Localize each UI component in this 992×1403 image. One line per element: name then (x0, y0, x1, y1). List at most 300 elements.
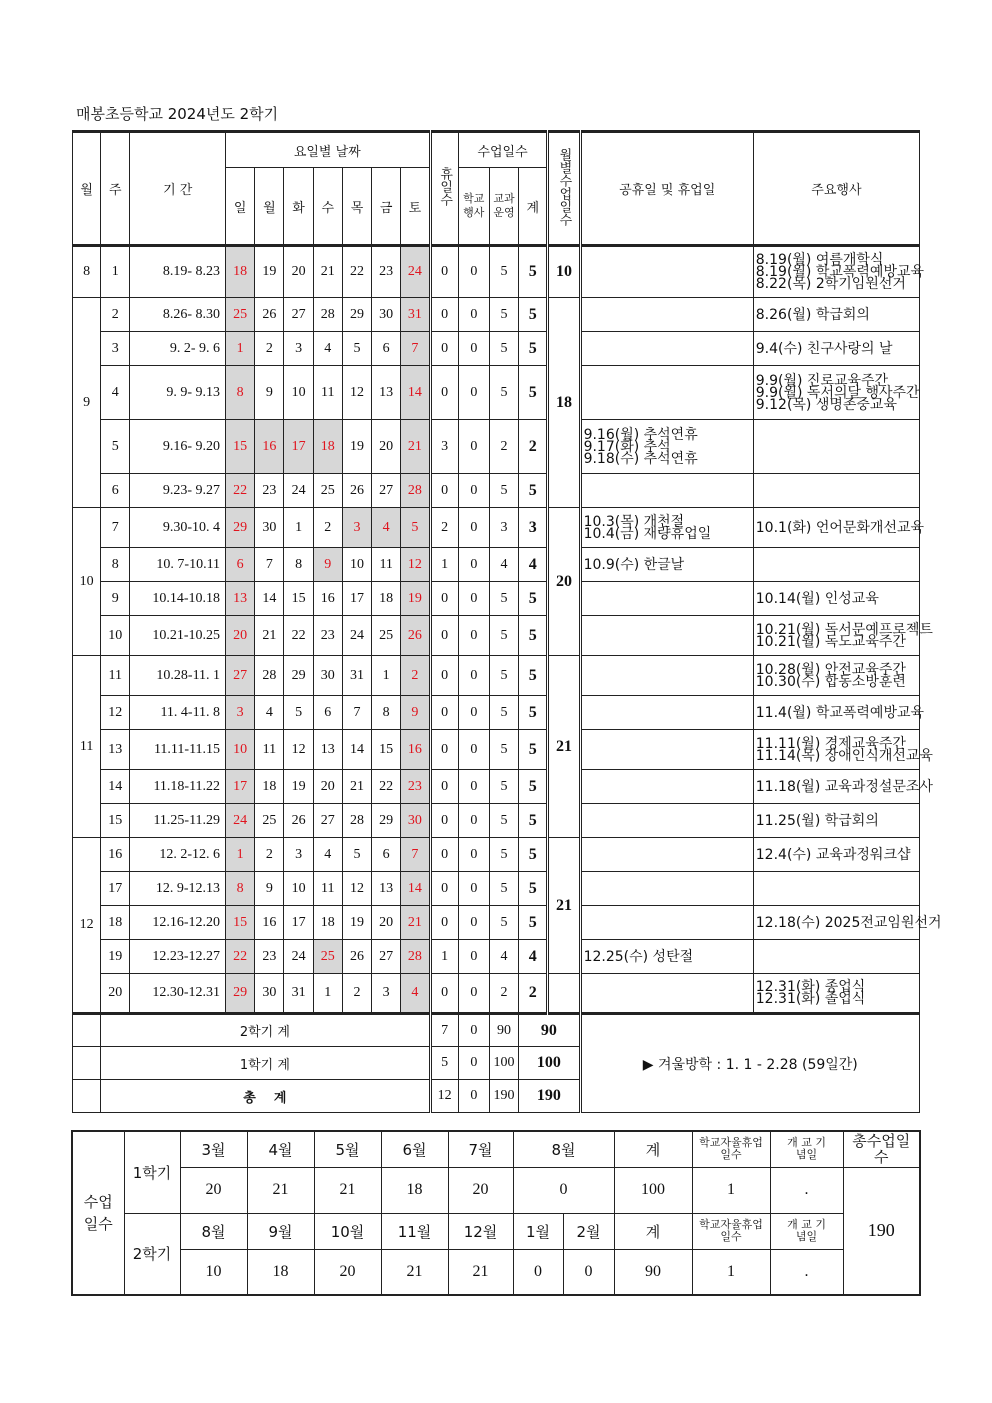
event-cell (753, 696, 925, 730)
date-cell: 13 (372, 366, 401, 420)
month-header: 2월 (563, 1213, 614, 1249)
total-school-event: 0 (458, 1080, 489, 1113)
date-cell: 11 (372, 548, 401, 582)
week-number: 13 (101, 730, 130, 770)
total-class-days: 90 (519, 1014, 580, 1047)
event-cell (753, 616, 933, 656)
holiday-count: 0 (430, 474, 458, 508)
date-cell: 26 (401, 616, 430, 656)
total-holidays: 5 (430, 1047, 458, 1080)
week-number: 7 (101, 508, 130, 548)
holiday-count: 1 (430, 548, 458, 582)
date-cell: 30 (372, 298, 401, 332)
date-cell: 29 (284, 656, 313, 696)
anniversary-value: . (770, 1167, 843, 1213)
date-cell: 14 (401, 366, 430, 420)
event-item: 9.9(월) 진로교육주간 (755, 372, 889, 389)
holiday-cell (580, 804, 753, 838)
curriculum-count: 5 (489, 770, 518, 804)
event-item: 10.21(월) 독도교육주간 (755, 633, 906, 650)
date-cell: 14 (255, 582, 284, 616)
holiday-cell (580, 906, 753, 940)
date-cell: 16 (255, 420, 284, 474)
semester-total-label: 계 (614, 1131, 692, 1167)
date-cell: 30 (255, 974, 284, 1014)
date-cell: 9 (313, 548, 342, 582)
week-row (73, 656, 920, 696)
class-day-total: 5 (519, 804, 548, 838)
date-cell: 31 (342, 656, 371, 696)
week-number: 10 (101, 616, 130, 656)
date-cell: 11 (313, 366, 342, 420)
header-day-3: 수 (313, 168, 342, 246)
event-item: 10.28(월) 안전교육주간 (755, 661, 906, 678)
date-cell: 9 (401, 696, 430, 730)
holiday-item: 12.25(수) 성탄절 (583, 948, 694, 965)
week-row (73, 696, 920, 730)
date-cell: 28 (255, 656, 284, 696)
event-cell (753, 804, 919, 838)
header-holidays-text: 휴일수 (437, 167, 453, 206)
date-cell: 27 (313, 804, 342, 838)
holiday-item: 9.18(수) 추석연휴 (583, 450, 698, 467)
holiday-count: 0 (430, 298, 458, 332)
date-cell: 28 (401, 940, 430, 974)
date-cell: 17 (284, 906, 313, 940)
curriculum-count: 5 (489, 616, 518, 656)
curriculum-count: 5 (489, 906, 518, 940)
date-cell: 21 (401, 420, 430, 474)
date-cell: 29 (226, 974, 255, 1014)
school-event-count: 0 (458, 696, 489, 730)
date-cell: 16 (255, 906, 284, 940)
event-item: 8.19(월) 학교폭력예방교육 (755, 264, 925, 280)
date-cell: 26 (342, 474, 371, 508)
total-blank (73, 1014, 101, 1047)
date-cell: 13 (372, 872, 401, 906)
class-day-total: 5 (519, 332, 548, 366)
month-cell: 12 (73, 838, 101, 1014)
date-cell: 23 (401, 770, 430, 804)
month-header: 9월 (247, 1213, 314, 1249)
date-cell: 25 (313, 474, 342, 508)
event-cell (753, 582, 919, 616)
date-cell: 9 (255, 366, 284, 420)
school-event-count: 0 (458, 804, 489, 838)
date-cell: 6 (313, 696, 342, 730)
school-event-count: 0 (458, 420, 489, 474)
total-label: 1학기 계 (101, 1047, 430, 1080)
auto-closure-label: 학교자율휴업일수 (692, 1213, 770, 1249)
date-cell: 20 (372, 420, 401, 474)
date-cell: 10 (342, 548, 371, 582)
week-period: 10.14-10.18 (130, 582, 226, 616)
date-cell: 27 (226, 656, 255, 696)
school-event-count: 0 (458, 332, 489, 366)
event-item: 12.18(수) 2025전교임원선거 (755, 914, 942, 931)
month-value: 21 (381, 1249, 448, 1295)
class-day-total: 5 (519, 838, 548, 872)
month-value: 21 (448, 1249, 513, 1295)
holiday-cell (580, 246, 753, 298)
school-event-count: 0 (458, 298, 489, 332)
date-cell: 22 (226, 474, 255, 508)
date-cell: 5 (342, 838, 371, 872)
month-header: 8월 (513, 1131, 614, 1167)
holiday-count: 0 (430, 366, 458, 420)
holiday-cell (580, 548, 753, 582)
date-cell: 1 (313, 974, 342, 1014)
class-day-total: 5 (519, 298, 548, 332)
date-cell: 7 (255, 548, 284, 582)
month-header: 6월 (381, 1131, 448, 1167)
event-item: 12.31(화) 졸업식 (755, 991, 866, 1007)
holiday-item: 9.16(월) 추석연휴 (583, 426, 698, 443)
holiday-count: 0 (430, 838, 458, 872)
week-number: 5 (101, 420, 130, 474)
header-main-events: 주요행사 (753, 132, 919, 246)
header-total: 계 (519, 168, 548, 246)
header-monthly-days-text: 월별수업일수 (556, 147, 572, 226)
curriculum-count: 2 (489, 974, 518, 1014)
week-period: 9.30-10. 4 (130, 508, 226, 548)
holiday-cell (580, 838, 753, 872)
date-cell: 15 (284, 582, 313, 616)
date-cell: 14 (401, 872, 430, 906)
semester-total: 100 (614, 1167, 692, 1213)
week-row (73, 508, 920, 548)
total-row (73, 1014, 920, 1047)
class-day-total: 5 (519, 366, 548, 420)
week-period: 12. 2-12. 6 (130, 838, 226, 872)
event-item: 10.30(수) 합동소방훈련 (755, 673, 906, 690)
date-cell: 29 (342, 298, 371, 332)
week-period: 12.23-12.27 (130, 940, 226, 974)
header-class-days: 수업일수 (458, 132, 548, 168)
curriculum-count: 5 (489, 474, 518, 508)
date-cell: 3 (342, 508, 371, 548)
page-title: 매봉초등학교 2024년도 2학기 (76, 105, 279, 123)
holiday-count: 0 (430, 804, 458, 838)
event-cell (753, 366, 919, 420)
holiday-cell (580, 298, 753, 332)
holiday-count: 2 (430, 508, 458, 548)
date-cell: 24 (342, 616, 371, 656)
event-cell (753, 246, 925, 298)
date-cell: 26 (255, 298, 284, 332)
total-blank (73, 1080, 101, 1113)
school-event-count: 0 (458, 730, 489, 770)
week-number: 14 (101, 770, 130, 804)
month-value: 20 (448, 1167, 513, 1213)
holiday-cell (580, 770, 753, 804)
auto-closure-label: 학교자율휴업일수 (692, 1131, 770, 1167)
event-cell (753, 974, 919, 1014)
week-row (73, 366, 920, 420)
date-cell: 22 (372, 770, 401, 804)
date-cell: 6 (372, 332, 401, 366)
date-cell: 20 (313, 770, 342, 804)
event-cell (753, 420, 919, 474)
date-cell: 29 (226, 508, 255, 548)
total-holidays: 12 (430, 1080, 458, 1113)
total-class-days: 190 (519, 1080, 580, 1113)
date-cell: 24 (284, 940, 313, 974)
date-cell: 22 (226, 940, 255, 974)
holiday-cell (580, 730, 753, 770)
header-day-1: 월 (255, 168, 284, 246)
curriculum-count: 2 (489, 420, 518, 474)
header-day-6: 토 (401, 168, 430, 246)
event-cell (753, 474, 919, 508)
date-cell: 4 (313, 838, 342, 872)
month-value: 18 (247, 1249, 314, 1295)
date-cell: 3 (226, 696, 255, 730)
summary-label-text: 수업일수 (83, 1193, 113, 1233)
school-event-count: 0 (458, 974, 489, 1014)
week-row (73, 940, 920, 974)
anniversary-label: 개 교 기념일 (770, 1213, 843, 1249)
week-number: 8 (101, 548, 130, 582)
week-period: 10.21-10.25 (130, 616, 226, 656)
date-cell: 20 (372, 906, 401, 940)
curriculum-count: 3 (489, 508, 518, 548)
month-value: 21 (247, 1167, 314, 1213)
week-period: 8.26- 8.30 (130, 298, 226, 332)
date-cell: 17 (284, 420, 313, 474)
date-cell: 24 (284, 474, 313, 508)
date-cell: 14 (342, 730, 371, 770)
date-cell: 25 (255, 804, 284, 838)
week-number: 1 (101, 246, 130, 298)
date-cell: 13 (313, 730, 342, 770)
date-cell: 24 (226, 804, 255, 838)
school-event-count: 0 (458, 940, 489, 974)
date-cell: 26 (342, 940, 371, 974)
class-day-total: 5 (519, 770, 548, 804)
total-curriculum: 100 (489, 1047, 518, 1080)
holiday-item: 10.9(수) 한글날 (583, 556, 685, 573)
curriculum-count: 5 (489, 366, 518, 420)
date-cell: 10 (284, 872, 313, 906)
event-cell (753, 298, 919, 332)
date-cell: 22 (342, 246, 371, 298)
monthly-total (548, 974, 580, 1014)
header-day-4: 목 (342, 168, 371, 246)
event-item: 10.14(월) 인성교육 (755, 590, 879, 607)
class-day-total: 5 (519, 616, 548, 656)
date-cell: 2 (401, 656, 430, 696)
date-cell: 5 (342, 332, 371, 366)
curriculum-count: 5 (489, 872, 518, 906)
anniversary-label: 개 교 기념일 (770, 1131, 843, 1167)
event-item: 10.21(월) 독서문예프로젝트 (755, 621, 933, 638)
date-cell: 18 (313, 906, 342, 940)
date-cell: 30 (255, 508, 284, 548)
date-cell: 1 (226, 332, 255, 366)
date-cell: 8 (284, 548, 313, 582)
holiday-cell (580, 366, 753, 420)
date-cell: 25 (226, 298, 255, 332)
month-value: 10 (180, 1249, 247, 1295)
week-row (73, 246, 920, 298)
class-day-total: 5 (519, 872, 548, 906)
date-cell: 26 (284, 804, 313, 838)
week-row (73, 420, 920, 474)
date-cell: 8 (372, 696, 401, 730)
holiday-cell (580, 616, 753, 656)
date-cell: 18 (255, 770, 284, 804)
event-item: 9.9(월) 독서의달 행사주간 (755, 384, 920, 401)
holiday-cell (580, 974, 753, 1014)
date-cell: 22 (284, 616, 313, 656)
school-event-count: 0 (458, 872, 489, 906)
week-row (73, 616, 920, 656)
week-row (73, 332, 920, 366)
date-cell: 10 (226, 730, 255, 770)
month-header: 7월 (448, 1131, 513, 1167)
event-item: 10.1(화) 언어문화개선교육 (755, 519, 925, 536)
date-cell: 21 (342, 770, 371, 804)
header-public-holidays: 공휴일 및 휴업일 (580, 132, 753, 246)
week-number: 16 (101, 838, 130, 872)
date-cell: 24 (401, 246, 430, 298)
holiday-cell (580, 582, 753, 616)
date-cell: 18 (226, 246, 255, 298)
class-day-total: 5 (519, 656, 548, 696)
total-curriculum: 90 (489, 1014, 518, 1047)
week-row (73, 974, 920, 1014)
event-cell (753, 508, 925, 548)
school-event-count: 0 (458, 770, 489, 804)
week-period: 12. 9-12.13 (130, 872, 226, 906)
semester-label: 2학기 (124, 1213, 180, 1295)
school-event-count: 0 (458, 616, 489, 656)
date-cell: 28 (401, 474, 430, 508)
school-event-count: 0 (458, 474, 489, 508)
date-cell: 3 (372, 974, 401, 1014)
date-cell: 2 (313, 508, 342, 548)
date-cell: 21 (313, 246, 342, 298)
header-day-0: 일 (226, 168, 255, 246)
monthly-total: 21 (548, 656, 580, 838)
total-curriculum: 190 (489, 1080, 518, 1113)
grand-total-label: 총수업일 수 (843, 1131, 920, 1167)
summary-label (72, 1131, 124, 1295)
date-cell: 23 (313, 616, 342, 656)
date-cell: 23 (255, 474, 284, 508)
header-month: 월 (73, 132, 101, 246)
event-item: 11.18(월) 교육과정설문조사 (755, 778, 933, 795)
date-cell: 17 (226, 770, 255, 804)
school-event-count: 0 (458, 246, 489, 298)
header-week: 주 (101, 132, 130, 246)
event-item: 11.11(월) 경제교육주간 (755, 735, 906, 752)
date-cell: 29 (372, 804, 401, 838)
schedule-table (72, 130, 942, 1113)
date-cell: 8 (226, 366, 255, 420)
class-day-total: 2 (519, 974, 548, 1014)
week-row (73, 804, 920, 838)
curriculum-count: 4 (489, 940, 518, 974)
date-cell: 28 (342, 804, 371, 838)
total-label: 2학기 계 (101, 1014, 430, 1047)
holiday-count: 0 (430, 582, 458, 616)
date-cell: 28 (313, 298, 342, 332)
date-cell: 1 (226, 838, 255, 872)
month-cell: 11 (73, 656, 101, 838)
date-cell: 15 (226, 906, 255, 940)
month-value: 0 (513, 1167, 614, 1213)
event-cell (753, 872, 919, 906)
holiday-item: 9.17(화) 추석 (583, 438, 671, 455)
holiday-cell (580, 332, 753, 366)
event-cell (753, 332, 919, 366)
date-cell: 25 (313, 940, 342, 974)
semester-total-label: 계 (614, 1213, 692, 1249)
week-period: 11.18-11.22 (130, 770, 226, 804)
event-item: 8.19(월) 여름개학식 (755, 252, 884, 268)
date-cell: 13 (226, 582, 255, 616)
month-value: 18 (381, 1167, 448, 1213)
date-cell: 20 (226, 616, 255, 656)
week-number: 12 (101, 696, 130, 730)
date-cell: 19 (284, 770, 313, 804)
event-item: 9.4(수) 친구사랑의 날 (755, 340, 893, 357)
class-day-total: 4 (519, 548, 548, 582)
date-cell: 27 (372, 940, 401, 974)
date-cell: 12 (342, 366, 371, 420)
semester-label: 1학기 (124, 1131, 180, 1213)
week-period: 10. 7-10.11 (130, 548, 226, 582)
date-cell: 1 (284, 508, 313, 548)
header-monthly-days (548, 132, 580, 246)
week-period: 11.11-11.15 (130, 730, 226, 770)
week-row (73, 730, 920, 770)
week-period: 10.28-11. 1 (130, 656, 226, 696)
header-holidays (430, 132, 458, 246)
holiday-count: 1 (430, 940, 458, 974)
date-cell: 7 (401, 838, 430, 872)
holiday-cell (580, 940, 753, 974)
month-header: 12월 (448, 1213, 513, 1249)
date-cell: 3 (284, 838, 313, 872)
date-cell: 6 (372, 838, 401, 872)
week-number: 2 (101, 298, 130, 332)
date-cell: 9 (255, 872, 284, 906)
month-value: 0 (513, 1249, 563, 1295)
date-cell: 11 (255, 730, 284, 770)
date-cell: 6 (226, 548, 255, 582)
total-holidays: 7 (430, 1014, 458, 1047)
date-cell: 11 (313, 872, 342, 906)
month-cell: 8 (73, 246, 101, 298)
event-item: 9.12(목) 생명존중교육 (755, 396, 897, 413)
month-header: 8월 (180, 1213, 247, 1249)
curriculum-count: 5 (489, 656, 518, 696)
date-cell: 2 (342, 974, 371, 1014)
holiday-cell (580, 420, 753, 474)
week-period: 11.25-11.29 (130, 804, 226, 838)
event-item: 12.31(화) 종업식 (755, 979, 866, 995)
week-number: 3 (101, 332, 130, 366)
header-dates-by-day: 요일별 날짜 (226, 132, 430, 168)
week-row (73, 872, 920, 906)
month-value: 0 (563, 1249, 614, 1295)
class-day-total: 3 (519, 508, 548, 548)
date-cell: 30 (313, 656, 342, 696)
week-row (73, 298, 920, 332)
